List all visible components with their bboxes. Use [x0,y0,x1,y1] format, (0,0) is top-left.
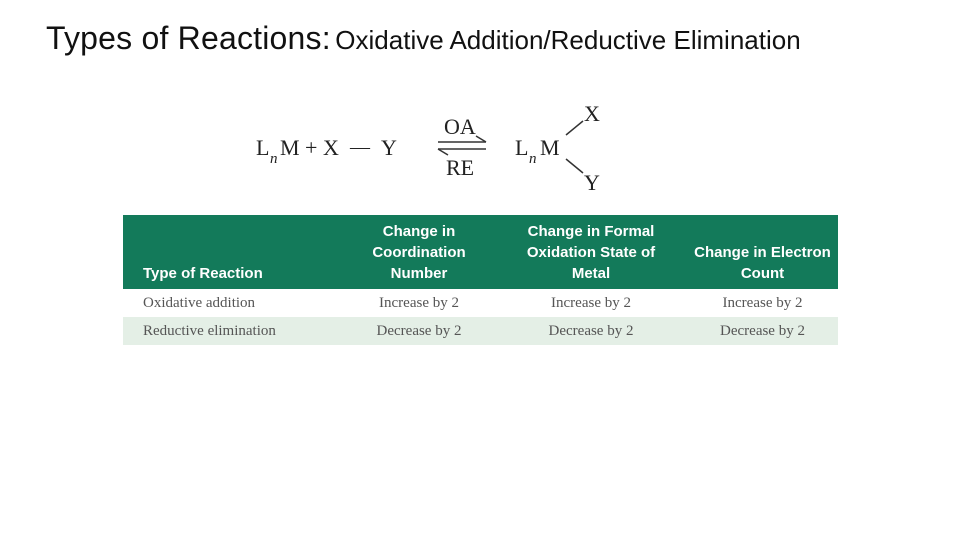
reaction-type-cell: Oxidative addition [143,294,256,311]
header-line: Number [390,265,448,282]
header-line: Oxidation State of [526,244,656,261]
header-line: Coordination [372,244,466,261]
header-line: Metal [571,265,611,282]
product-metal: M [540,135,560,160]
oxidation-change-cell: Increase by 2 [551,294,631,311]
forward-arrowhead [476,136,486,142]
product-y: Y [584,170,600,195]
reaction-type-cell: Reductive elimination [123,317,343,345]
header-type-of-reaction [123,215,343,289]
table-row [123,317,838,345]
coordination-change-cell: Decrease by 2 [343,317,495,345]
table-header-row [123,215,838,289]
oa-label: OA [444,114,476,139]
header-electron-count [687,215,838,289]
header-line: Change in Formal [527,223,655,240]
reactant-metal-plus-x: M + X [280,135,339,160]
header-line: Count [740,265,785,282]
electron-count-change-cell: Decrease by 2 [687,317,838,345]
header-line: Change in Electron [694,244,831,261]
header-line: Type of Reaction [143,265,263,282]
header-line: Change in [382,223,456,240]
re-label: RE [446,155,475,180]
electron-count-change-cell: Increase by 2 [722,294,803,311]
bond-my [566,159,583,173]
header-oxidation-state [495,215,687,289]
product-ligand-subscript: n [529,151,537,167]
bond-mx [566,121,583,135]
title-subtitle: Oxidative Addition/Reductive Elimination [335,25,801,55]
oxidation-change-cell: Decrease by 2 [495,317,687,345]
reactant-ligand-subscript: n [270,151,278,167]
table-row [123,289,838,317]
coordination-change-cell: Increase by 2 [379,294,459,311]
reactant-y: Y [381,135,397,160]
product-x: X [584,101,600,126]
reaction-table [123,215,838,345]
reaction-equation [0,0,960,210]
product-ligand-L: L [515,135,529,160]
bond-dash: — [350,136,370,158]
title-main: Types of Reactions: [46,20,331,56]
header-coordination-number [343,215,495,289]
reactant-ligand-L: L [256,135,270,160]
